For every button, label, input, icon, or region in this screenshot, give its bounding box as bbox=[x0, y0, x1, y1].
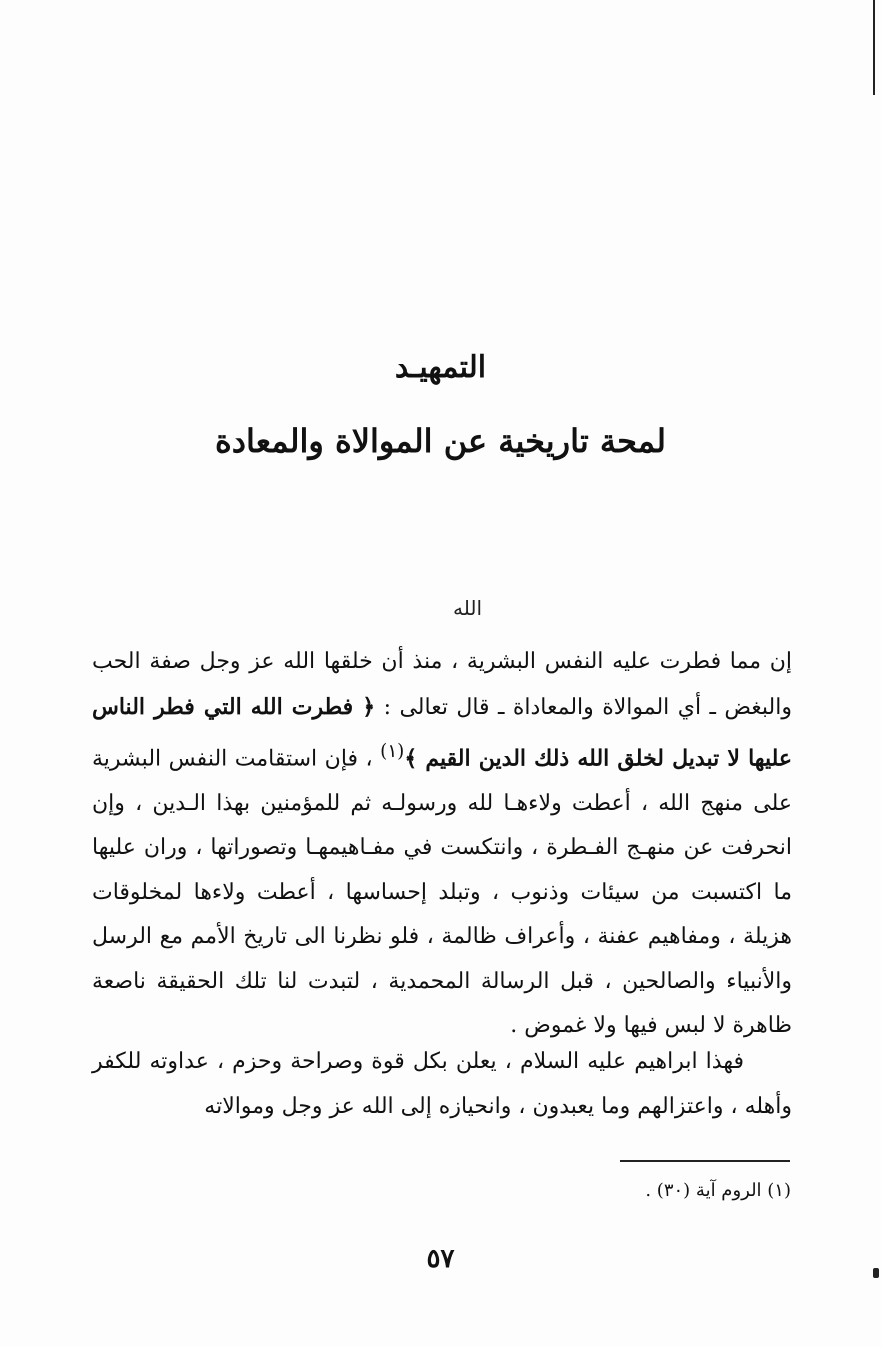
quran-quote: ﴿ فطرت الله التي فطر الناس عليها لا تبديل لخلق الله ذلك الدين القيم ﴾ bbox=[92, 693, 793, 772]
paragraph-1-body: ، فإن استقامت النفس البشرية على منهج الله ، أعطت ولاءهـا لله ورسولـه ثم للمؤمنين بهذا الـدين ، وإن انحرفت عن منهـج الفـطرة ، وانتكست في مفـاهيمهـا وتصوراتها ، وران عليها ما اكتسبت من سيئات وذنوب ، وتبلد إحساسها ، أعطت ولاءها لمخلوقات هزيلة ، ومفاهيم عفنة ، وأعراف ظالمة ، فلو نظرنا الى تاريخ الأمم مع الرسل والأنبياء والصالحين ، قبل الرسالة المحمدية ، لتبدت لنا تلك الحقيقة ناصعة ظاهرة لا لبس فيها ولا غموض . bbox=[92, 746, 792, 1039]
footnote-divider bbox=[620, 1160, 790, 1162]
page-number: ٥٧ bbox=[426, 1244, 455, 1274]
handwritten-note: الله bbox=[453, 596, 482, 620]
paragraph-2: فهذا ابراهيم عليه السلام ، يعلن بكل قوة وصراحة وحزم ، عداوته للكفر وأهله ، واعتزالهم وما يعبدون ، وانحيازه إلى الله عز وجل وموالاته bbox=[92, 1049, 792, 1119]
chapter-subtitle: لمحة تاريخية عن الموالاة والمعادة bbox=[215, 422, 666, 460]
footnote-marker: (١) bbox=[380, 741, 405, 762]
footnote: (١) الروم آية (٣٠) . bbox=[645, 1180, 791, 1201]
paragraph-1 bbox=[92, 640, 792, 1049]
page-edge-line bbox=[873, 0, 875, 95]
paragraph-1-intro: إن مما فطرت عليه النفس البشرية ، منذ أن خلقها الله عز وجل صفة الحب والبغض ـ أي الموالاة والمعاداة ـ قال تعالى : bbox=[92, 649, 793, 720]
chapter-title: التمهيـد bbox=[394, 350, 487, 385]
